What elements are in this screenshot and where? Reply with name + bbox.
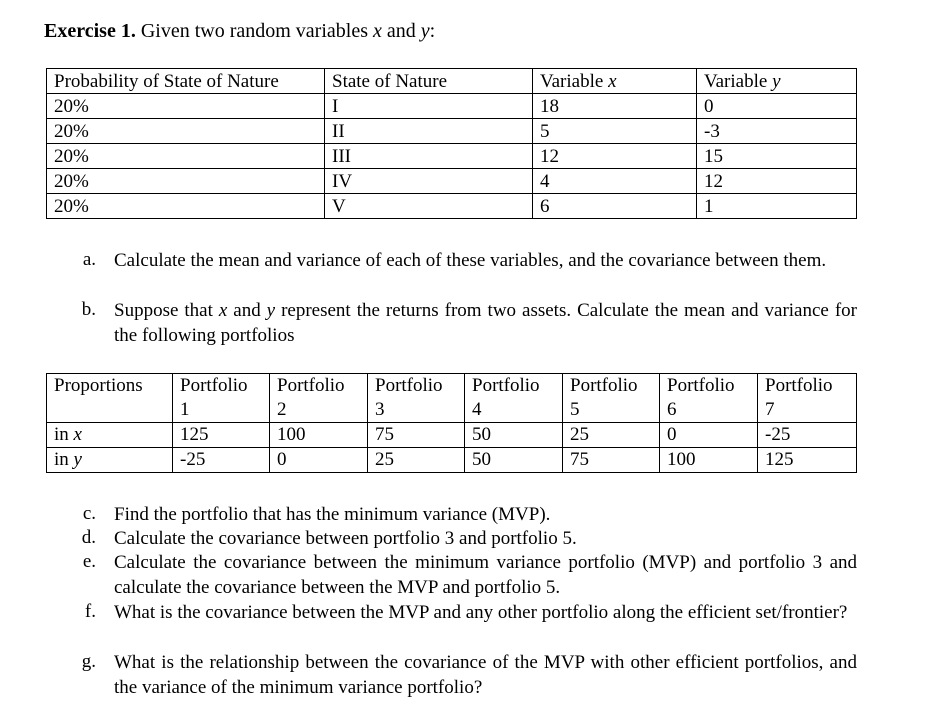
cell-x: 6 [533, 194, 697, 219]
question-label: c. [82, 503, 96, 524]
row-label-text: in [54, 424, 74, 445]
cell-state: III [325, 144, 533, 169]
cell-y-value: 100 [660, 448, 758, 473]
cell-y: 0 [697, 94, 857, 119]
question-label: g. [81, 651, 96, 672]
cell-x-value: -25 [758, 423, 857, 448]
question-text: What is the covariance between the MVP and any other portfolio along the efficient set/frontier? [114, 602, 848, 623]
cell-x-value: 50 [465, 423, 563, 448]
question-b-text-1: Suppose that [114, 300, 219, 321]
row-label-in-y [47, 448, 173, 473]
cell-x-value: 25 [563, 423, 660, 448]
question-b-var-x: x [218, 300, 228, 321]
question-b-var-y: y [266, 300, 276, 321]
portfolio-word: Portfolio [277, 375, 345, 396]
cell-x: 18 [533, 94, 697, 119]
cell-x: 4 [533, 169, 697, 194]
title-var-x: x [373, 20, 382, 42]
table-header-row [47, 69, 857, 94]
portfolio-number: 7 [765, 399, 775, 420]
cell-y-value: 0 [270, 448, 368, 473]
table-row [47, 169, 857, 194]
question-label: d. [81, 527, 96, 548]
header-variable-x-text: Variable [540, 71, 609, 92]
table-row-in-y [47, 448, 857, 473]
cell-probability: 20% [47, 169, 325, 194]
header-probability: Probability of State of Nature [47, 69, 325, 94]
cell-y-value: -25 [173, 448, 270, 473]
cell-x-value: 100 [270, 423, 368, 448]
title-text: Given two random variables [135, 20, 373, 42]
portfolio-word: Portfolio [667, 375, 735, 396]
title-var-y: y [420, 20, 430, 42]
cell-state: I [325, 94, 533, 119]
row-label-var: y [73, 449, 82, 470]
table-row [47, 94, 857, 119]
portfolio-word: Portfolio [765, 375, 833, 396]
table-header-row [47, 374, 857, 423]
question-b-text-2: and [227, 300, 267, 321]
question-text: Find the portfolio that has the minimum variance (MVP). [114, 504, 551, 525]
row-label-in-x [47, 423, 173, 448]
header-portfolio-4 [465, 374, 563, 423]
header-variable-y [697, 69, 857, 94]
header-var-y: y [772, 71, 781, 92]
title-text-mid: and [381, 20, 421, 42]
question-b-text-3: represent the returns from two assets. Calculate the mean and variance for the following portfolios [114, 300, 857, 346]
portfolio-number: 5 [570, 399, 580, 420]
states-table [46, 68, 857, 219]
cell-y-value: 125 [758, 448, 857, 473]
cell-state: II [325, 119, 533, 144]
question-label: f. [84, 601, 96, 622]
question-text: Calculate the covariance between portfolio 3 and portfolio 5. [114, 528, 577, 549]
cell-state: IV [325, 169, 533, 194]
question-text: What is the relationship between the covariance of the MVP with other efficient portfolios, and the variance of the minimum variance portfolio? [114, 652, 857, 698]
question-text: Calculate the covariance between the minimum variance portfolio (MVP) and portfolio 3 and calculate the covariance between the MVP and portfolio 5. [114, 552, 857, 598]
question-label: e. [82, 551, 96, 572]
table-row [47, 144, 857, 169]
header-variable-y-text: Variable [704, 71, 773, 92]
title-colon: : [429, 20, 436, 42]
cell-y: 1 [697, 194, 857, 219]
portfolio-number: 4 [472, 399, 482, 420]
cell-x: 12 [533, 144, 697, 169]
portfolios-table [46, 373, 857, 473]
row-label-var: x [73, 424, 82, 445]
portfolio-number: 3 [375, 399, 385, 420]
portfolio-word: Portfolio [472, 375, 540, 396]
cell-probability: 20% [47, 194, 325, 219]
portfolio-word: Portfolio [570, 375, 638, 396]
portfolio-word: Portfolio [180, 375, 248, 396]
header-variable-x [533, 69, 697, 94]
cell-x: 5 [533, 119, 697, 144]
portfolio-number: 1 [180, 399, 190, 420]
header-portfolio-5 [563, 374, 660, 423]
header-portfolio-6 [660, 374, 758, 423]
question-text: Calculate the mean and variance of each of these variables, and the covariance between them. [114, 250, 827, 271]
cell-probability: 20% [47, 94, 325, 119]
cell-probability: 20% [47, 144, 325, 169]
exercise-title [44, 20, 435, 43]
header-var-x: x [608, 71, 617, 92]
cell-x-value: 0 [660, 423, 758, 448]
cell-y-value: 75 [563, 448, 660, 473]
cell-x-value: 75 [368, 423, 465, 448]
cell-x-value: 125 [173, 423, 270, 448]
header-portfolio-2 [270, 374, 368, 423]
cell-y: -3 [697, 119, 857, 144]
header-portfolio-3 [368, 374, 465, 423]
cell-state: V [325, 194, 533, 219]
header-portfolio-1 [173, 374, 270, 423]
portfolio-number: 2 [277, 399, 287, 420]
cell-y: 12 [697, 169, 857, 194]
cell-probability: 20% [47, 119, 325, 144]
cell-y: 15 [697, 144, 857, 169]
table-row [47, 194, 857, 219]
portfolio-number: 6 [667, 399, 677, 420]
table-row-in-x [47, 423, 857, 448]
header-state: State of Nature [325, 69, 533, 94]
row-label-text: in [54, 449, 74, 470]
table-row [47, 119, 857, 144]
cell-y-value: 50 [465, 448, 563, 473]
question-label: b. [81, 299, 96, 320]
portfolio-word: Portfolio [375, 375, 443, 396]
question-label: a. [82, 249, 96, 270]
header-proportions: Proportions [47, 374, 173, 423]
exercise-number: Exercise 1. [44, 20, 136, 42]
header-portfolio-7 [758, 374, 857, 423]
cell-y-value: 25 [368, 448, 465, 473]
question-text [114, 299, 857, 348]
